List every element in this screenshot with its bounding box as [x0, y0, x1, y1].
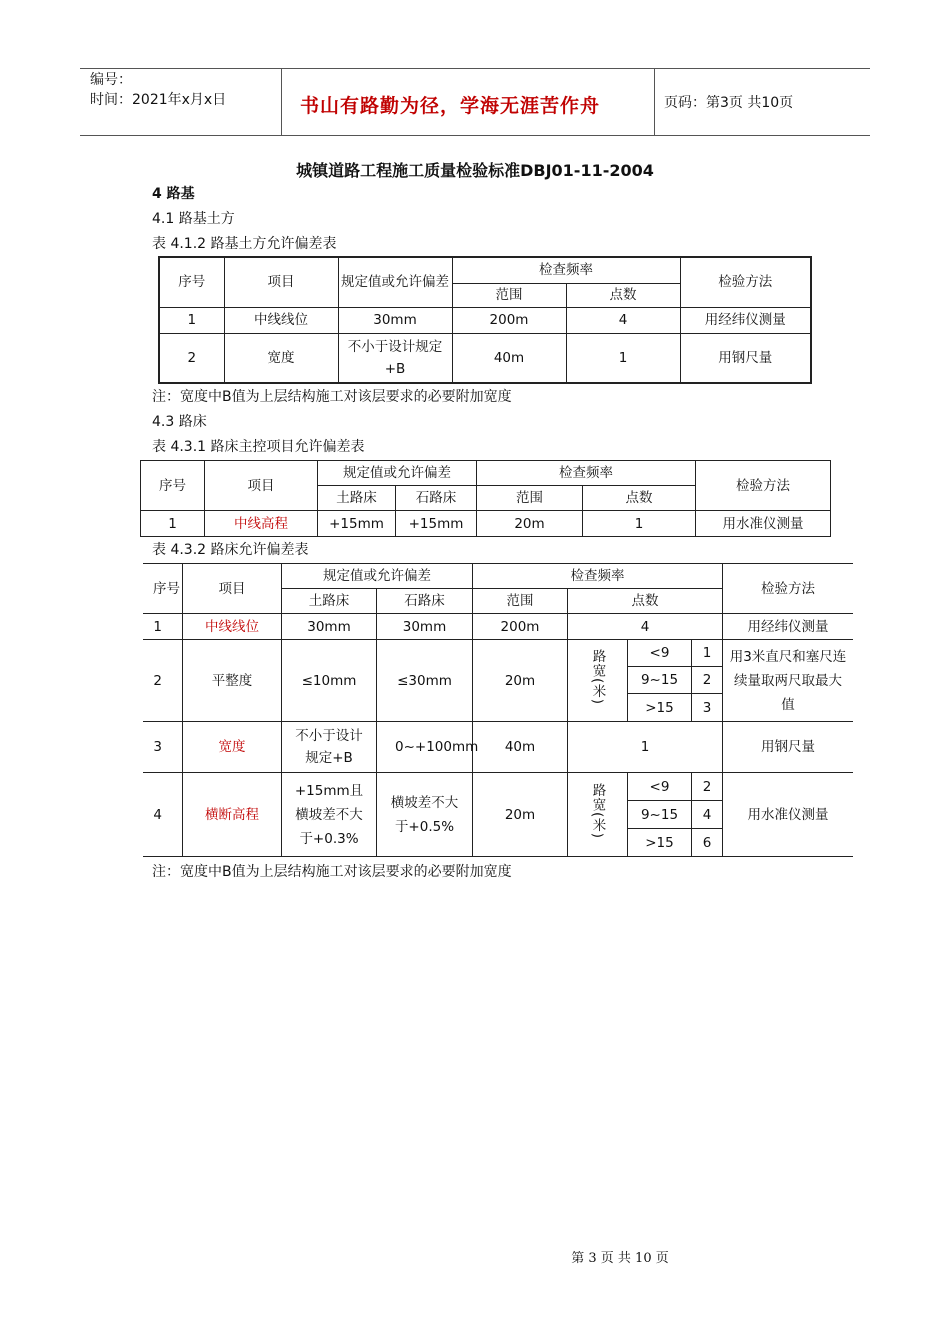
header-cell: 范围	[473, 589, 568, 614]
table-4-1-2	[158, 256, 812, 384]
header-cell: 项目	[183, 564, 282, 614]
table-cell: +15mm	[396, 511, 477, 537]
header-cell: 规定值或允许偏差	[318, 461, 477, 486]
header-cell: 点数	[566, 283, 680, 307]
table-cell: 2	[143, 640, 183, 722]
table-cell: 用经纬仪测量	[680, 307, 811, 333]
header-cell: 项目	[205, 461, 318, 511]
table-cell: 中线线位	[183, 614, 282, 640]
table-cell: 宽度	[224, 333, 338, 383]
header-cell: 检验方法	[696, 461, 831, 511]
header-cell: 检验方法	[680, 257, 811, 307]
header-cell: 检验方法	[723, 564, 854, 614]
section-heading: 4 路基	[152, 186, 195, 202]
table-row	[141, 511, 831, 537]
table-row	[159, 307, 811, 333]
table-cell: 4	[143, 773, 183, 857]
table-cell: 用钢尺量	[680, 333, 811, 383]
header-cell: 规定值或允许偏差	[338, 257, 452, 307]
table-cell: 1	[141, 511, 205, 537]
table-cell: 用水准仪测量	[696, 511, 831, 537]
table-cell: 9~15	[628, 801, 692, 829]
table-cell: <9	[628, 773, 692, 801]
road-width-text: 路宽(米)	[589, 648, 606, 706]
header-cell: 检查频率	[477, 461, 696, 486]
header-cell: 土路床	[282, 589, 377, 614]
table-caption: 表 4.3.2 路床允许偏差表	[152, 542, 309, 558]
table-cell: 用3米直尺和塞尺连续量取两尺取最大值	[723, 640, 854, 722]
header-time: 时间：2021年x月x日	[90, 92, 227, 108]
header-bottom-border	[80, 135, 870, 136]
table-cell: 1	[143, 614, 183, 640]
header-top-border	[80, 68, 870, 69]
header-cell: 石路床	[396, 486, 477, 511]
header-cell: 范围	[477, 486, 583, 511]
header-number-label: 编号：	[90, 72, 132, 88]
table-cell: 4	[692, 801, 723, 829]
table-cell: 30mm	[338, 307, 452, 333]
table-cell: 20m	[473, 640, 568, 722]
table-caption: 表 4.1.2 路基土方允许偏差表	[152, 236, 337, 252]
subsection-heading: 4.3 路床	[152, 414, 207, 430]
table-cell: 9~15	[628, 667, 692, 694]
table-cell: ≤10mm	[282, 640, 377, 722]
table-4-3-2	[143, 563, 853, 857]
table-row	[143, 773, 853, 801]
table-cell: 不小于设计规定+B	[338, 333, 452, 383]
table-cell: 3	[143, 722, 183, 773]
table-cell: 0~+100mm	[377, 722, 473, 773]
table-note: 注：宽度中B值为上层结构施工对该层要求的必要附加宽度	[152, 389, 512, 405]
table-cell: 4	[566, 307, 680, 333]
table-caption: 表 4.3.1 路床主控项目允许偏差表	[152, 439, 365, 455]
header-cell: 石路床	[377, 589, 473, 614]
table-cell: 1	[583, 511, 696, 537]
header-cell: 检查频率	[452, 257, 680, 283]
table-cell: 横断高程	[183, 773, 282, 857]
table-cell: 1	[566, 333, 680, 383]
header-page-info: 页码：第3页 共10页	[664, 95, 794, 111]
road-width-label	[568, 773, 628, 857]
table-row	[143, 722, 853, 773]
table-cell: 6	[692, 829, 723, 857]
table-cell: 1	[159, 307, 224, 333]
header-cell: 点数	[583, 486, 696, 511]
table-cell: ≤30mm	[377, 640, 473, 722]
table-4-3-1	[140, 460, 831, 537]
table-cell: 200m	[473, 614, 568, 640]
table-cell: 200m	[452, 307, 566, 333]
table-cell: 用经纬仪测量	[723, 614, 854, 640]
header-cell: 序号	[141, 461, 205, 511]
table-row	[143, 614, 853, 640]
road-width-text: 路宽(米)	[589, 782, 606, 840]
header-cell: 土路床	[318, 486, 396, 511]
table-cell: >15	[628, 829, 692, 857]
table-cell: 中线高程	[205, 511, 318, 537]
table-4-3-2-clip	[143, 563, 853, 861]
header-cell: 项目	[224, 257, 338, 307]
header-divider	[281, 68, 282, 136]
table-cell: 宽度	[183, 722, 282, 773]
header-cell: 序号	[159, 257, 224, 307]
table-cell: 2	[159, 333, 224, 383]
table-cell: 20m	[473, 773, 568, 857]
table-cell: +15mm且横坡差不大于+0.3%	[282, 773, 377, 857]
document-title: 城镇道路工程施工质量检验标准DBJ01-11-2004	[296, 161, 654, 180]
header-cell: 检查频率	[473, 564, 723, 589]
header-cell: 序号	[143, 564, 183, 614]
table-cell: >15	[628, 694, 692, 722]
table-cell: 30mm	[282, 614, 377, 640]
table-cell: 用钢尺量	[723, 722, 854, 773]
table-cell: 4	[568, 614, 723, 640]
header-motto: 书山有路勤为径，学海无涯苦作舟	[300, 95, 601, 117]
table-cell: 横坡差不大于+0.5%	[377, 773, 473, 857]
table-cell: 2	[692, 773, 723, 801]
table-cell: 用水准仪测量	[723, 773, 854, 857]
table-cell: 3	[692, 694, 723, 722]
table-cell: 1	[692, 640, 723, 667]
table-cell: 不小于设计规定+B	[282, 722, 377, 773]
page-footer: 第 3 页 共 10 页	[571, 1251, 669, 1266]
table-cell: 40m	[473, 722, 568, 773]
table-cell: 1	[568, 722, 723, 773]
table-row	[143, 640, 853, 667]
header-divider	[654, 68, 655, 136]
table-cell: 2	[692, 667, 723, 694]
table-note: 注：宽度中B值为上层结构施工对该层要求的必要附加宽度	[152, 864, 512, 880]
table-cell: 平整度	[183, 640, 282, 722]
table-cell: +15mm	[318, 511, 396, 537]
table-cell: <9	[628, 640, 692, 667]
header-cell: 范围	[452, 283, 566, 307]
table-cell: 30mm	[377, 614, 473, 640]
table-cell: 40m	[452, 333, 566, 383]
header-cell: 点数	[568, 589, 723, 614]
table-cell: 中线线位	[224, 307, 338, 333]
subsection-heading: 4.1 路基土方	[152, 211, 235, 227]
header-cell: 规定值或允许偏差	[282, 564, 473, 589]
road-width-label	[568, 640, 628, 722]
table-cell: 20m	[477, 511, 583, 537]
table-row	[159, 333, 811, 383]
